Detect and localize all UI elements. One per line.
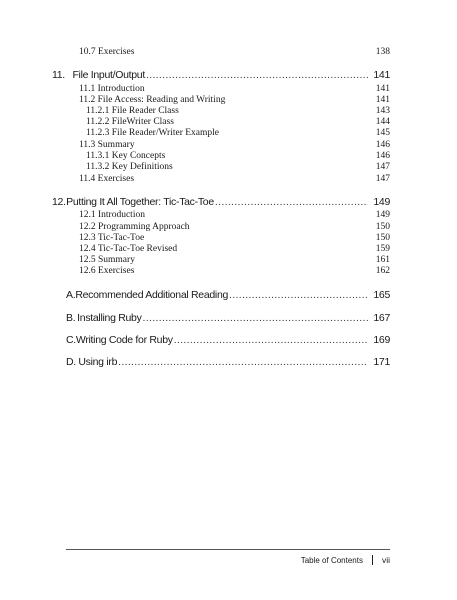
appendix-title: Installing Ruby [77,312,142,324]
page-footer [301,555,390,565]
footer-page-number: vii [381,555,390,565]
toc-appendix-d[interactable] [66,355,390,369]
appendix-page: 167 [373,312,390,324]
toc-entry-label: 11.1 Introduction [79,84,145,94]
toc-entry-label: 11.2.1 File Reader Class [86,106,179,116]
chapter-page: 141 [373,69,390,81]
toc-entry-label: 11.4 Exercises [79,174,135,184]
toc-entry-page: 146 [375,151,390,161]
toc-entry-label: 10.7 Exercises [79,47,135,57]
toc-appendix-b[interactable] [66,311,390,325]
toc-chapter-12[interactable] [52,195,390,209]
toc-entry-label: 12.1 Introduction [79,210,145,220]
toc-entry-label: 12.6 Exercises [79,266,135,276]
toc-entry-page: 141 [375,95,390,105]
toc-entry-label: 12.5 Summary [79,255,135,265]
footer-label: Table of Contents [300,555,363,565]
toc-entry[interactable] [79,46,390,59]
toc-entry-page: 145 [375,128,390,138]
appendix-title: Recommended Additional Reading [75,289,229,301]
appendix-letter: C. [66,334,76,346]
toc-entry-page: 138 [375,47,390,57]
toc-entry[interactable] [79,173,390,186]
toc-entry-page: 141 [375,84,390,94]
toc-entry-page: 147 [375,162,390,172]
dot-leader [118,355,368,369]
chapter-title: Putting It All Together: Tic-Tac-Toe [66,196,214,208]
toc-entry-page: 150 [375,222,390,232]
appendix-title: Writing Code for Ruby [75,334,173,346]
dot-leader [174,333,369,347]
chapter-page: 149 [373,196,390,208]
appendix-letter: B. [66,312,76,324]
toc-chapter-11[interactable] [52,68,390,82]
chapter-number: 12. [52,196,66,208]
dot-leader [229,288,368,302]
toc-entry-page: 150 [375,233,390,243]
toc-entry-page: 146 [375,140,390,150]
dot-leader [143,311,369,325]
appendix-title: Using irb [78,356,118,368]
toc-entry-label: 12.4 Tic-Tac-Toe Revised [79,244,178,254]
appendix-letter: A. [66,289,76,301]
chapter-number: 11. [52,69,65,81]
dot-leader [215,195,369,209]
toc-entry-page: 144 [375,117,390,127]
appendix-page: 165 [373,289,390,301]
toc-entry-page: 161 [375,255,390,265]
footer-separator [372,555,373,565]
toc-entry-page: 143 [375,106,390,116]
toc-entry-page: 159 [375,244,390,254]
toc-entry-label: 11.2 File Access: Reading and Writing [79,95,226,105]
appendix-page: 169 [373,334,390,346]
dot-leader [146,68,368,82]
toc-entry-label: 11.3.1 Key Concepts [86,151,166,161]
toc-appendix-a[interactable] [66,288,390,302]
toc-entry-label: 11.3.2 Key Definitions [86,162,173,172]
toc-entry[interactable] [79,265,390,278]
toc-entry-label: 12.2 Programming Approach [79,222,190,232]
appendix-page: 171 [373,356,390,368]
chapter-title: File Input/Output [72,69,145,81]
toc-appendix-c[interactable] [66,333,390,347]
toc-entry-label: 12.3 Tic-Tac-Toe [79,233,145,243]
toc-entry-label: 11.2.3 File Reader/Writer Example [86,128,220,138]
appendix-letter: D. [66,356,76,368]
footer-divider [66,549,390,550]
toc-entry-page: 149 [375,210,390,220]
toc-entry-label: 11.2.2 FileWriter Class [86,117,174,127]
toc-entry-page: 147 [375,174,390,184]
toc-entry-page: 162 [375,266,390,276]
toc-entry-label: 11.3 Summary [79,140,135,150]
